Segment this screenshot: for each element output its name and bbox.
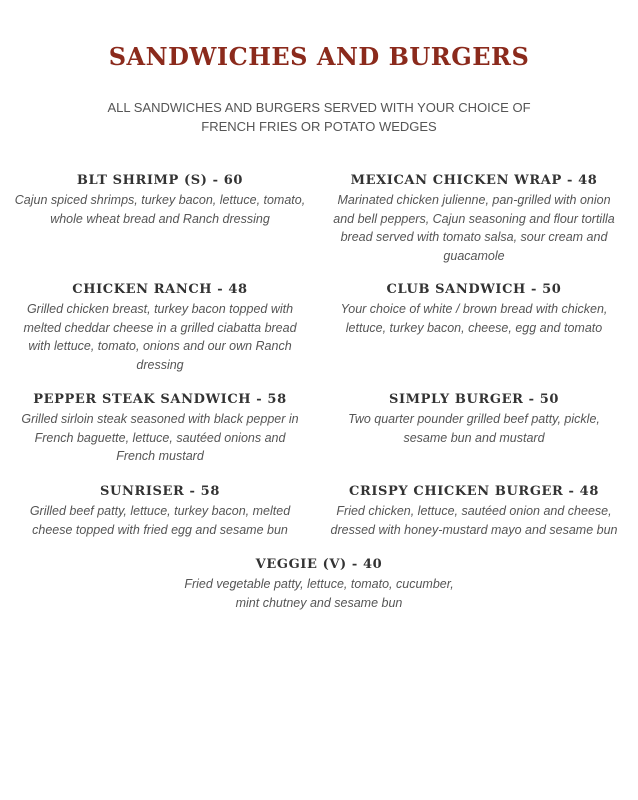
menu-item-description: Marinated chicken julienne, pan-grilled with onion and bell peppers, Cajun seasoning and flour tortilla bread served with tomato salsa, sour cream and guacamole	[333, 193, 615, 263]
page-title: SANDWICHES AND BURGERS	[108, 42, 530, 71]
menu-item-blt-shrimp	[10, 172, 310, 228]
menu-item-name: SIMPLY BURGER - 50	[388, 392, 560, 407]
menu-item-crispy-chicken-burger	[326, 483, 622, 539]
menu-item-name: PEPPER STEAK SANDWICH - 58	[33, 392, 287, 407]
menu-item-veggie	[130, 556, 508, 612]
menu-item-pepper-steak-sandwich	[10, 391, 310, 466]
menu-item-description: Fried vegetable patty, lettuce, tomato, cucumber, mint chutney and sesame bun	[184, 577, 454, 610]
menu-item-description: Cajun spiced shrimps, turkey bacon, lettuce, tomato, whole wheat bread and Ranch dressing	[14, 193, 306, 226]
menu-item-name: BLT SHRIMP (S) - 60	[76, 173, 244, 188]
menu-item-name: SUNRISER - 58	[100, 484, 220, 499]
menu-item-chicken-ranch	[10, 281, 310, 374]
menu-subtitle: ALL SANDWICHES AND BURGERS SERVED WITH YOUR CHOICE OF FRENCH FRIES OR POTATO WEDGES	[107, 100, 531, 134]
menu-item-description: Grilled sirloin steak seasoned with black pepper in French baguette, lettuce, sautéed onions and French mustard	[21, 412, 299, 463]
menu-item-description: Grilled chicken breast, turkey bacon topped with melted cheddar cheese in a grilled ciabatta bread with lettuce, tomato, onions and our own Ranch dressing	[23, 302, 297, 372]
menu-item-description: Grilled beef patty, lettuce, turkey bacon, melted cheese topped with fried egg and sesame bun	[29, 504, 291, 537]
menu-item-name: CLUB SANDWICH - 50	[386, 282, 562, 297]
menu-item-name: MEXICAN CHICKEN WRAP - 48	[350, 173, 598, 188]
menu-item-name: VEGGIE (V) - 40	[255, 557, 383, 572]
menu-item-description: Two quarter pounder grilled beef patty, pickle, sesame bun and mustard	[348, 412, 600, 445]
menu-item-description: Your choice of white / brown bread with chicken, lettuce, turkey bacon, cheese, egg and tomato	[340, 302, 608, 335]
menu-item-mexican-chicken-wrap	[326, 172, 622, 265]
menu-item-sunriser	[10, 483, 310, 539]
menu-item-simply-burger	[326, 391, 622, 447]
menu-item-name: CHICKEN RANCH - 48	[72, 282, 248, 297]
menu-item-description: Fried chicken, lettuce, sautéed onion and cheese, dressed with honey-mustard mayo and sesame bun	[330, 504, 618, 537]
menu-item-club-sandwich	[326, 281, 622, 337]
menu-item-name: CRISPY CHICKEN BURGER - 48	[349, 484, 599, 499]
